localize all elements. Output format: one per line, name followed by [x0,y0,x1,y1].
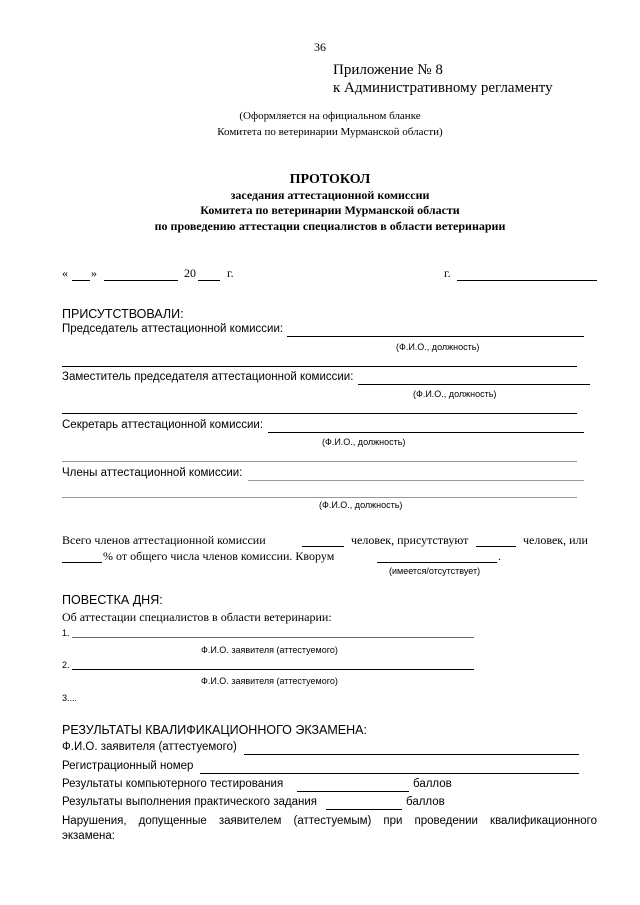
results-heading: РЕЗУЛЬТАТЫ КВАЛИФИКАЦИОННОГО ЭКЗАМЕНА: [62,723,367,737]
totals-text-4: % от общего числа членов комиссии. Кворум [103,549,335,563]
quorum-field[interactable] [377,562,497,563]
vice-chair-field[interactable] [358,384,590,385]
agenda-item-1-number: 1. [62,628,70,638]
city-field[interactable] [457,280,597,281]
members-field[interactable] [248,480,584,481]
chair-caption: (Ф.И.О., должность) [396,342,480,352]
agenda-item-2-field[interactable] [72,669,474,670]
vice-chair-caption: (Ф.И.О., должность) [413,389,497,399]
totals-text-1: Всего членов аттестационной комиссии [62,533,266,547]
month-field[interactable] [104,280,178,281]
total-members-field[interactable] [302,546,344,547]
vice-chair-field-continued[interactable] [62,413,577,414]
appendix-number: Приложение № 8 [333,62,443,78]
agenda-item-1-caption: Ф.И.О. заявителя (аттестуемого) [201,645,338,655]
year-prefix: 20 [184,266,196,280]
results-fio-field[interactable] [244,754,579,755]
present-members-field[interactable] [476,546,516,547]
present-heading: ПРИСУТСТВОВАЛИ: [62,307,184,321]
protocol-subtitle-2: Комитета по ветеринарии Мурманской области [200,203,460,217]
totals-text-2: человек, присутствуют [351,533,469,547]
protocol-subtitle-1: заседания аттестационной комиссии [230,188,430,202]
secretary-label: Секретарь аттестационной комиссии: [62,419,264,431]
results-computer-field[interactable] [297,791,409,792]
year-suffix: г. [227,266,234,280]
secretary-caption: (Ф.И.О., должность) [322,437,406,447]
results-fio-label: Ф.И.О. заявителя (аттестуемого) [62,741,237,753]
secretary-field-continued[interactable] [62,461,577,462]
percent-field[interactable] [62,562,102,563]
results-practical-field[interactable] [326,809,402,810]
members-caption: (Ф.И.О., должность) [319,500,403,510]
blank-note-line1: (Оформляется на официальном бланке [239,110,421,122]
agenda-item-2-caption: Ф.И.О. заявителя (аттестуемого) [201,676,338,686]
date-quote-close: » [91,266,97,280]
chair-label: Председатель аттестационной комиссии: [62,323,284,335]
chair-field[interactable] [287,336,584,337]
year-field[interactable] [198,280,220,281]
city-prefix: г. [444,266,451,280]
totals-text-5: . [498,549,501,563]
results-reg-label: Регистрационный номер [62,760,194,772]
results-practical-label: Результаты выполнения практического задания [62,796,318,808]
quorum-caption: (имеется/отсутствует) [389,566,481,576]
members-label: Члены аттестационной комиссии: [62,467,243,479]
results-violations-line-2: экзамена: [62,830,115,842]
agenda-heading: ПОВЕСТКА ДНЯ: [62,593,163,607]
results-computer-label: Результаты компьютерного тестирования [62,778,284,790]
results-violations-line-1: Нарушения, допущенные заявителем (аттестуемым) при проведении квалификационного [62,815,597,827]
protocol-subtitle-3: по проведению аттестации специалистов в области ветеринарии [154,219,506,233]
blank-note-line2: Комитета по ветеринарии Мурманской области) [217,126,443,138]
agenda-item-2-number: 2. [62,660,70,670]
members-field-continued[interactable] [62,497,577,498]
agenda-intro: Об аттестации специалистов в области ветеринарии: [62,610,332,624]
results-practical-points: баллов [406,796,445,808]
secretary-field[interactable] [268,432,584,433]
appendix-regulation: к Административному регламенту [333,80,553,96]
vice-chair-label: Заместитель председателя аттестационной комиссии: [62,371,354,383]
agenda-item-1-field[interactable] [72,637,474,638]
date-quote-open: « [62,266,68,280]
day-field[interactable] [72,280,90,281]
totals-text-3: человек, или [523,533,588,547]
protocol-title: ПРОТОКОЛ [289,172,371,187]
agenda-item-3-number: 3.... [62,693,78,703]
chair-field-continued[interactable] [62,366,577,367]
results-reg-field[interactable] [200,773,579,774]
page-number: 36 [314,40,326,54]
results-computer-points: баллов [413,778,452,790]
